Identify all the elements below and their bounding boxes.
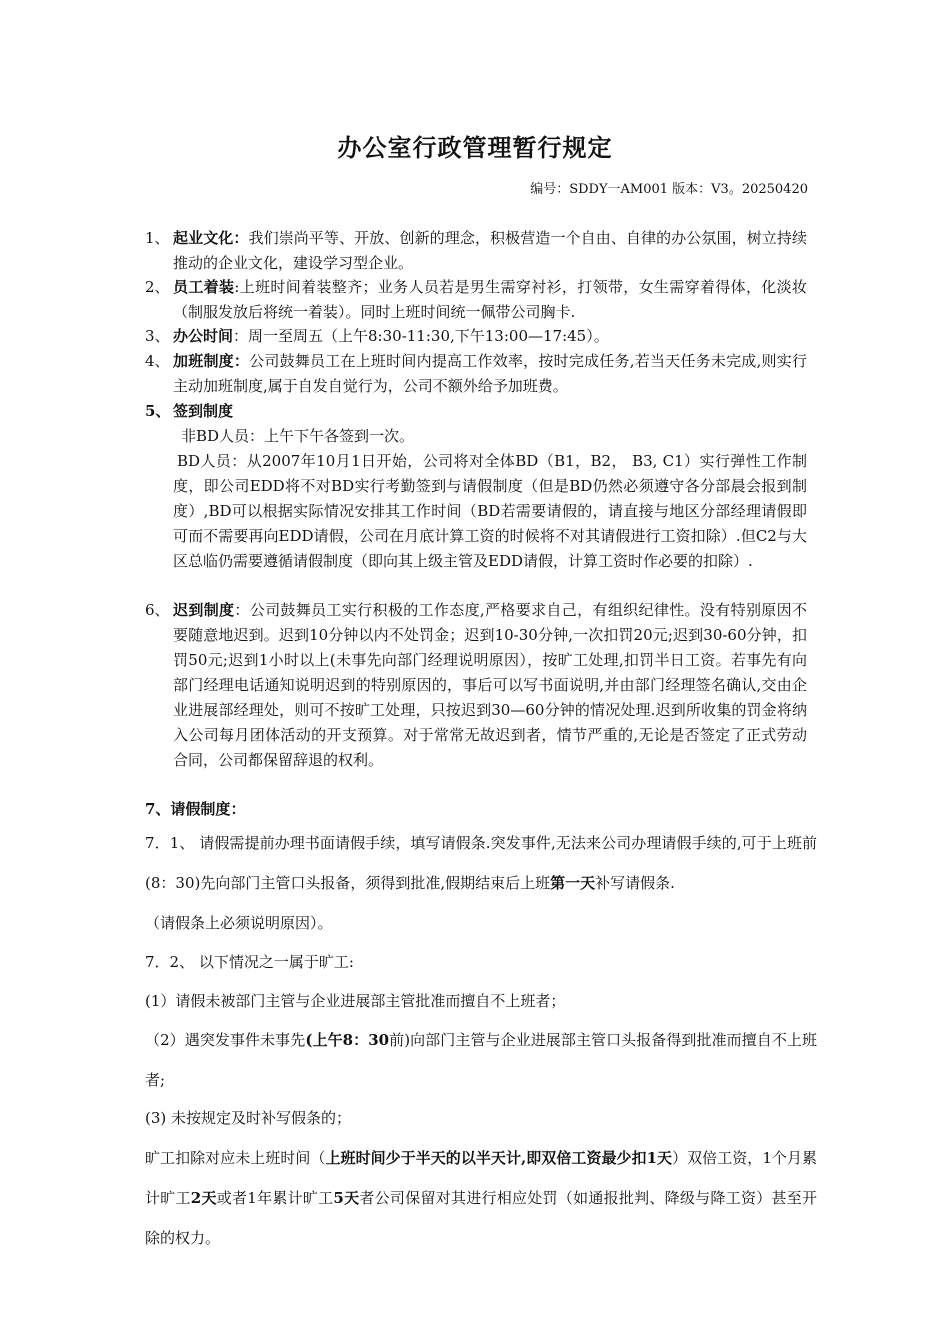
leave-rule-7-1-end: 补写请假条. — [595, 874, 675, 892]
rule-item-hours — [145, 324, 807, 349]
item-label: 员工着装 — [173, 278, 235, 296]
item-text: ：周一至周五（上午8:30-11:30,下午13:00—17:45）。 — [233, 327, 609, 345]
absence-case-1: (1）请假未被部门主管与企业进展部主管批准而擅自不上班者； — [145, 992, 566, 1010]
item-number: 6、 — [145, 601, 170, 619]
absence-penalty — [145, 1138, 817, 1258]
rule-item-dress — [145, 275, 807, 325]
leave-rule-note: （请假条上必须说明原因）。 — [145, 914, 333, 932]
absence-case-2-end: 前)向部门主管与企业进展部主管口头报备得到批准而擅自不上班者; — [145, 1031, 817, 1089]
document-title: 办公室行政管理暂行规定 — [337, 134, 613, 162]
item-label: 起业文化： — [173, 229, 249, 247]
penalty-bold-3: 5天 — [333, 1189, 360, 1207]
signin-non-bd: 非BD人员：上午下午各签到一次。 — [181, 427, 415, 445]
item-text: 我们崇尚平等、开放、创新的理念，积极营造一个自由、自律的办公氛围，树立持续推动的企业文化，建设学习型企业。 — [173, 229, 807, 272]
rule-item-signin — [145, 399, 807, 424]
rule-item-culture — [145, 226, 807, 276]
penalty-text-1: 旷工扣除对应未上班时间（ — [145, 1149, 326, 1167]
item-number: 3、 — [145, 327, 170, 345]
leave-rule-7-1-bold: 第一天 — [550, 874, 596, 892]
item-number: 4、 — [145, 352, 170, 370]
item-text: :上班时间着装整齐；业务人员若是男生需穿衬衫，打领带，女生需穿着得体，化淡妆（制服发放后将统一着装）。同时上班时间统一佩带公司胸卡. — [173, 278, 807, 321]
item-label: 加班制度： — [173, 352, 250, 370]
penalty-text-4: 者公司保留对其进行相应处罚（如通报批判、降级与降工资）甚至开除的权力。 — [145, 1189, 818, 1247]
leave-rule-7-1-text: 7．1、 请假需提前办理书面请假手续，填写请假条.突发事件,无法来公司办理请假手续的,可于上班前(8：30)先向部门主管口头报备，须得到批准,假期结束后上班 — [145, 834, 817, 892]
absence-case-2 — [145, 1020, 817, 1100]
leave-rule-7-2: 7．2、 以下情况之一属于旷工: — [145, 953, 354, 971]
absence-case-2-text: （2）遇突发事件未事先 — [145, 1031, 306, 1049]
item-number: 2、 — [145, 278, 170, 296]
document-number: 编号：SDDY一AM001 版本：V3。20250420 — [530, 182, 808, 197]
absence-case-2-bold: (上午8：30 — [305, 1031, 390, 1049]
item-number: 1、 — [145, 229, 170, 247]
absence-case-3: (3) 未按规定及时补写假条的； — [145, 1109, 352, 1127]
item-text: 公司鼓舞员工在上班时间内提高工作效率，按时完成任务,若当天任务未完成,则实行主动加班制度,属于自发自觉行为，公司不额外给予加班费。 — [173, 352, 807, 395]
item-number: 5、 — [145, 402, 171, 420]
item-text: ：公司鼓舞员工实行积极的工作态度,严格要求自己，有组织纪律性。没有特别原因不要随意地迟到。迟到10分钟以内不处罚金；迟到10-30分钟,一次扣罚20元;迟到30-60分钟，扣罚50元;迟到1小时以上(未事先向部门经理说明原因），按旷工处理,扣罚半日工资。若事先有向部门经理电话通知说明迟到的特别原因的，事后可以写书面说明,并由部门经理签名确认,交由企业进展部经理处，则可不按旷工处理，只按迟到30—60分钟的情况处理.迟到所收集的罚金将纳入公司每月团体活动的开支预算。对于常常无故迟到者，情节严重的,无论是否签定了正式劳动合同，公司都保留辞退的权利。 — [173, 601, 807, 769]
penalty-bold-1: 上班时间少于半天的以半天计,即双倍工资最少扣1天 — [325, 1149, 673, 1167]
rule-item-overtime — [145, 349, 807, 399]
penalty-text-3: 或者1年累计旷工 — [216, 1189, 334, 1207]
signin-bd: BD人员：从2007年10月1日开始，公司将对全体BD（B1，B2， B3, C1）实行弹性工作制度，即公司EDD将不对BD实行考勤签到与请假制度（但是BD仍然必须遵守各分部晨会报到制度）,BD可以根据实际情况安排其工作时间（BD若需要请假的，请直接与地区分部经理请假即可而不需要再向EDD请假，公司在月底计算工资的时候将不对其请假进行工资扣除）.但C2与大区总临仍需要遵循请假制度（即向其上级主管及EDD请假，计算工资时作必要的扣除）. — [173, 452, 807, 570]
item-label: 迟到制度 — [173, 601, 235, 619]
leave-rule-7-1 — [145, 823, 817, 903]
penalty-text-2: ）双倍工资，1个月累计旷工 — [145, 1149, 817, 1207]
rule-item-lateness — [145, 598, 807, 773]
leave-heading: 7、请假制度： — [145, 800, 246, 818]
item-label: 签到制度 — [173, 402, 234, 420]
penalty-bold-2: 2天 — [190, 1189, 217, 1207]
item-label: 办公时间 — [173, 327, 234, 345]
